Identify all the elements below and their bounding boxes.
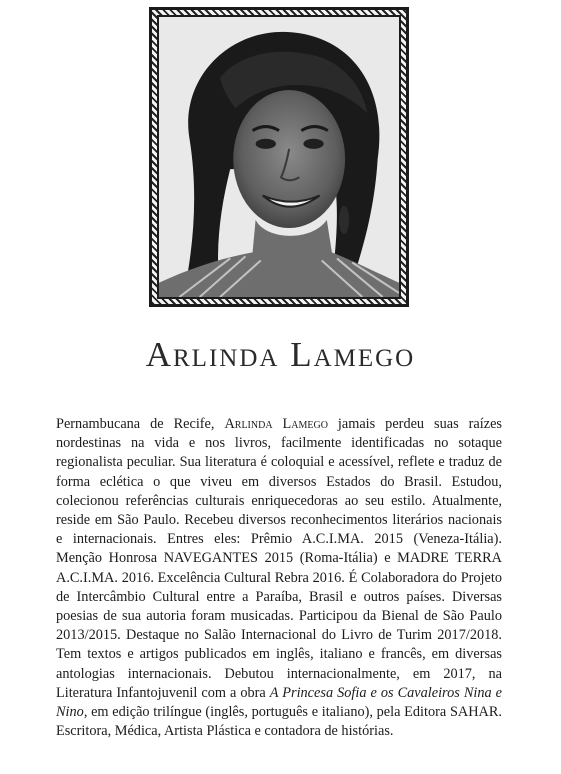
bio-text-2: jamais perdeu suas raízes nordestinas na vida e nos livros, facilmente identificadas no sotaque regionalista peculiar. Sua literatura é coloquial e acessível, reflete e traduz de forma eclética o que viveu em diversos Estados do Brasil. Estudou, colecionou referências culturais enriquecedoras ao seu estilo. Atualmente, reside em São Paulo. Recebeu diversos reconhecimentos literários nacionais e internacionais. Entres eles: Prêmio A.C.I.MA. 2015 (Veneza-Itália). Menção Honrosa NAVEGANTES 2015 (Roma-Itália) e MADRE TERRA A.C.I.MA. 2016. Excelência Cultural Rebra 2016. É Colaboradora do Projeto de Intercâmbio Cultural entre a Paraíba, Brasil e outros países. Diversas poesias de sua autoria foram musicadas. Participou da Bienal de São Paulo 2013/2015. Destaque no Salão Internacional do Livro de Turim 2017/2018. Tem textos e artigos publicados em inglês, italiano e francês, em diversas antologias internacionais. Debutou internacionalmente, em 2017, na Literatura Infantojuvenil com a obra (56, 416, 502, 701)
author-portrait (159, 17, 399, 297)
bio-author-name: Arlinda Lamego (224, 416, 328, 432)
bio-text-1: Pernambucana de Recife, (56, 416, 225, 432)
decorative-border (152, 10, 406, 304)
author-name-heading: Arlinda Lamego (145, 335, 416, 374)
bio-book-title: A Princesa Sofia e os Cavaleiros Nina e Nino (56, 684, 502, 721)
portrait-frame (149, 7, 409, 307)
bio-text-3: , em edição trilíngue (inglês, português e italiano), pela Editora SAHAR. Escritora, Médica, Artista Plástica e contadora de histórias. (56, 704, 502, 740)
portrait-illustration (159, 17, 399, 297)
author-biography (56, 415, 502, 741)
inner-border (157, 15, 401, 299)
